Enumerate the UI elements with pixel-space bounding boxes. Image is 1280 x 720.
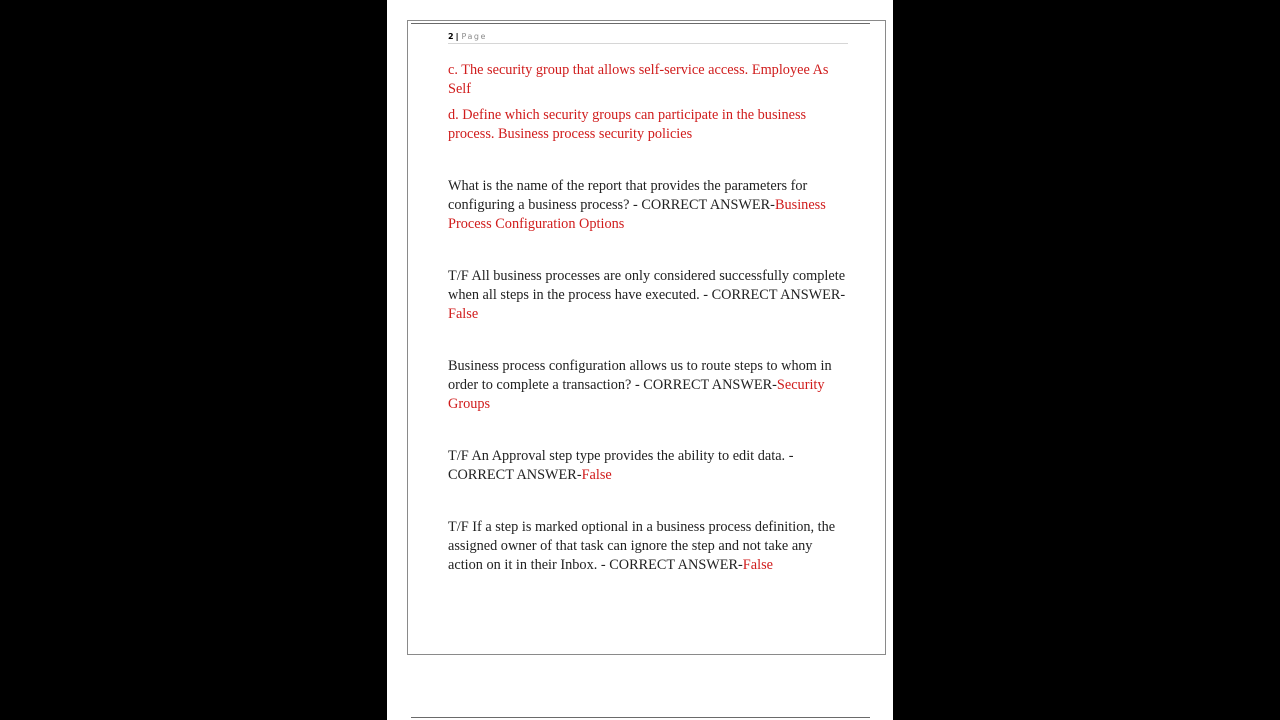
correct-answer: Security Groups: [448, 377, 825, 413]
page-header-label: Page: [461, 32, 487, 41]
page-header-separator: |: [455, 32, 459, 41]
page-number: 2: [448, 32, 454, 41]
page-header: [448, 31, 848, 44]
qa-item: [448, 518, 848, 576]
qa-item: [448, 447, 848, 485]
question-text: T/F If a step is marked optional in a business process definition, the assigned owner of that task can ignore the step and not take any action on it in their Inbox. - CORRECT ANSWER-: [448, 519, 836, 574]
qa-item: [448, 177, 848, 235]
question-text: What is the name of the report that provides the parameters for configuring a business process? - CORRECT ANSWER-: [448, 178, 808, 214]
correct-answer: False: [742, 557, 773, 574]
qa-item: [448, 357, 848, 415]
document-page: [387, 0, 893, 720]
next-page-top-rule: [411, 717, 870, 718]
question-text: Business process configuration allows us to route steps to whom in order to complete a transaction? - CORRECT ANSWER-: [448, 358, 832, 394]
question-text: T/F All business processes are only considered successfully complete when all steps in the process have executed. - CORRECT ANSWER-: [448, 268, 846, 304]
answer-option-d: d. Define which security groups can participate in the business process. Business process security policies: [448, 107, 807, 143]
correct-answer: False: [581, 467, 612, 484]
correct-answer: Business Process Configuration Options: [448, 197, 826, 233]
answer-option-c: c. The security group that allows self-service access. Employee As Self: [448, 62, 829, 98]
correct-answer: False: [448, 306, 479, 323]
question-text: T/F An Approval step type provides the ability to edit data. - CORRECT ANSWER-: [448, 448, 794, 484]
qa-item: [448, 267, 848, 325]
